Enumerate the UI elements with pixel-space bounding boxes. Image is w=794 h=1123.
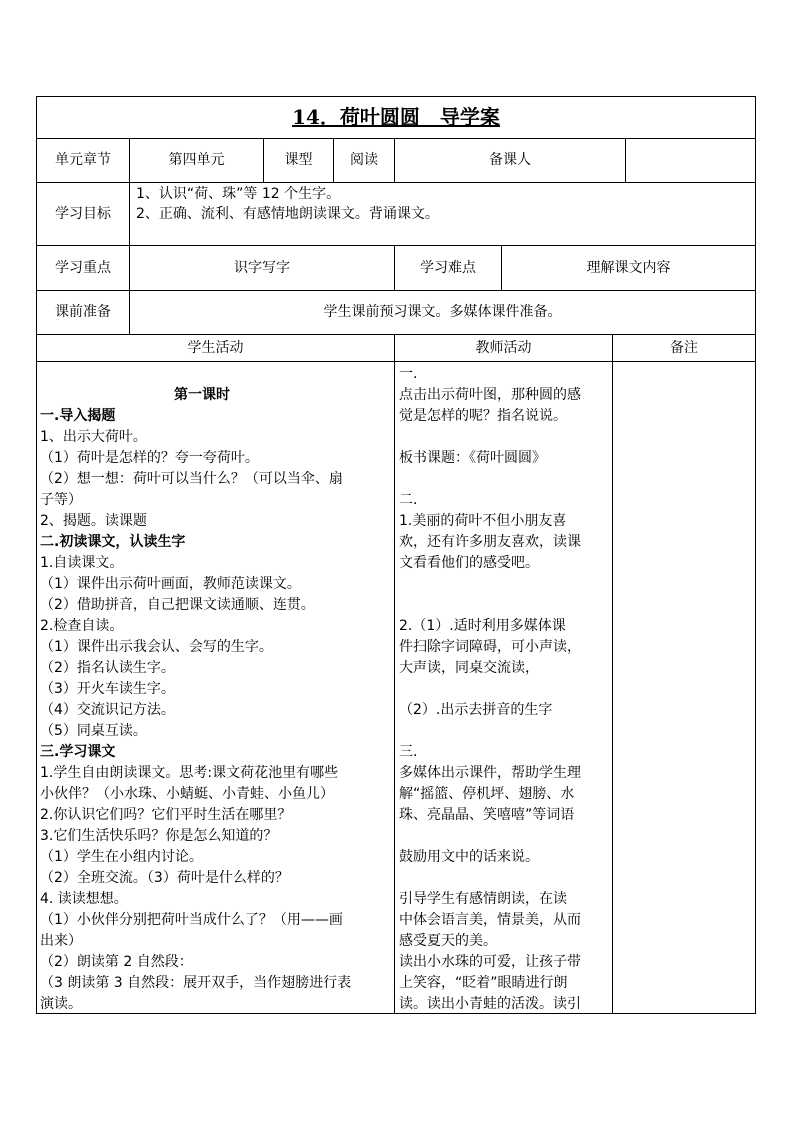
student-line: 3.它们生活快乐吗？你是怎么知道的？ bbox=[40, 828, 278, 844]
row-divider bbox=[36, 138, 756, 139]
student-line: （5）同桌互读。 bbox=[40, 723, 147, 739]
student-line: 小伙伴？（小水珠、小蜻蜓、小青蛙、小鱼儿） bbox=[40, 786, 334, 802]
notes-header: 备注 bbox=[670, 340, 698, 356]
teacher-line: 读。读出小青蛙的活泼。读引 bbox=[399, 996, 581, 1012]
student-line: 2.你认识它们吗？它们平时生活在哪里？ bbox=[40, 807, 292, 823]
teacher-activity-header: 教师活动 bbox=[475, 340, 532, 356]
student-line: （2）朗读第 2 自然段： bbox=[40, 954, 193, 970]
lesson-type-value: 阅读 bbox=[350, 152, 378, 168]
student-line: 2.检查自读。 bbox=[40, 618, 124, 634]
student-line: 出来） bbox=[40, 933, 82, 949]
teacher-line: 鼓励用文中的话来说。 bbox=[399, 849, 539, 865]
notes-area bbox=[616, 364, 752, 1004]
student-line: 2、揭题。读课题 bbox=[40, 513, 147, 529]
student-line: （2）全班交流。（3）荷叶是什么样的？ bbox=[40, 870, 289, 886]
teacher-line: 中体会语言美，情景美，从而 bbox=[399, 912, 581, 928]
student-line: （1）学生在小组内讨论。 bbox=[40, 849, 203, 865]
student-line: （3 朗读第 3 自然段：展开双手，当作翅膀进行表 bbox=[40, 975, 352, 991]
row-divider bbox=[36, 182, 756, 183]
teacher-line bbox=[399, 826, 611, 847]
goals-label: 学习目标 bbox=[55, 206, 111, 222]
teacher-line: 一. bbox=[399, 366, 418, 382]
prep-value: 学生课前预习课文。多媒体课件准备。 bbox=[323, 304, 562, 320]
teacher-line: 1.美丽的荷叶不但小朋友喜 bbox=[399, 513, 567, 529]
teacher-line bbox=[399, 427, 611, 448]
row-divider bbox=[36, 334, 756, 335]
teacher-line: 大声读，同桌交流读， bbox=[399, 660, 539, 676]
lesson-section-heading: 第一课时 bbox=[174, 387, 230, 403]
section-heading: 二.初读课文，认读生字 bbox=[40, 534, 186, 550]
teacher-line bbox=[399, 868, 611, 889]
student-line: （4）交流识记方法。 bbox=[40, 702, 175, 718]
goal-line: 1、认识“荷、珠”等 12 个生字。 bbox=[136, 186, 341, 202]
student-line: （1）课件出示我会认、会写的生字。 bbox=[40, 639, 273, 655]
key-point-value: 识字写字 bbox=[234, 260, 290, 276]
teacher-line: 解“摇篮、停机坪、翅膀、水 bbox=[399, 786, 575, 802]
teacher-line bbox=[399, 469, 611, 490]
teacher-line bbox=[399, 595, 611, 616]
student-line: （2）想一想：荷叶可以当什么？（可以当伞、扇 bbox=[40, 471, 343, 487]
teacher-line: 2.（1）.适时利用多媒体课 bbox=[399, 618, 566, 634]
student-line: （3）开火车读生字。 bbox=[40, 681, 175, 697]
difficult-point-value: 理解课文内容 bbox=[586, 260, 671, 276]
row-divider bbox=[36, 290, 756, 291]
teacher-line: 二. bbox=[399, 492, 418, 508]
student-line: （2）指名认读生字。 bbox=[40, 660, 175, 676]
teacher-line: 珠、亮晶晶、笑嘻嘻”等词语 bbox=[399, 807, 575, 823]
teacher-line: 感受夏天的美。 bbox=[399, 933, 497, 949]
student-line: 子等） bbox=[40, 492, 82, 508]
teacher-activity-text bbox=[399, 364, 611, 1015]
student-line bbox=[40, 364, 392, 385]
teacher-line: （2）.出示去拼音的生字 bbox=[399, 702, 553, 718]
student-line: 1.自读课文。 bbox=[40, 555, 124, 571]
teacher-line: 点击出示荷叶图，那种圆的感 bbox=[399, 387, 581, 403]
row-divider bbox=[36, 361, 756, 362]
student-activity-header: 学生活动 bbox=[187, 340, 244, 356]
teacher-line: 上笑容，“眨着”眼睛进行朗 bbox=[399, 975, 568, 991]
row-divider bbox=[36, 245, 756, 246]
student-line: （1）课件出示荷叶画面，教师范读课文。 bbox=[40, 576, 301, 592]
student-line: （2）借助拼音，自己把课文读通顺、连贯。 bbox=[40, 597, 315, 613]
teacher-line bbox=[399, 721, 611, 742]
student-line: 1.学生自由朗读课文。思考:课文荷花池里有哪些 bbox=[40, 765, 339, 781]
section-heading: 一.导入揭题 bbox=[40, 408, 116, 424]
column-divider bbox=[625, 138, 626, 182]
teacher-line: 三. bbox=[399, 744, 418, 760]
key-point-label: 学习重点 bbox=[55, 260, 111, 276]
goal-line: 2、正确、流利、有感情地朗读课文。背诵课文。 bbox=[136, 206, 439, 222]
student-line: 4. 读读想想。 bbox=[40, 891, 128, 907]
teacher-line bbox=[399, 679, 611, 700]
teacher-line: 件扫除字词障碍，可小声读， bbox=[399, 639, 581, 655]
student-line: 1、出示大荷叶。 bbox=[40, 429, 147, 445]
teacher-line: 文看看他们的感受吧。 bbox=[399, 555, 539, 571]
teacher-line: 引导学生有感情朗读，在读 bbox=[399, 891, 567, 907]
unit-label: 单元章节 bbox=[55, 152, 111, 168]
student-activity-text bbox=[40, 364, 392, 1015]
teacher-line: 读出小水珠的可爱，让孩子带 bbox=[399, 954, 581, 970]
student-line: （1）荷叶是怎样的？夸一夸荷叶。 bbox=[40, 450, 259, 466]
column-divider bbox=[612, 334, 613, 1014]
column-divider bbox=[394, 334, 395, 1014]
student-line: 演读。 bbox=[40, 996, 82, 1012]
section-heading: 三.学习课文 bbox=[40, 744, 116, 760]
lesson-type-label: 课型 bbox=[284, 152, 313, 168]
preparer-label: 备课人 bbox=[489, 152, 531, 168]
difficult-point-label: 学习难点 bbox=[420, 260, 476, 276]
teacher-line: 欢，还有许多朋友喜欢，读课 bbox=[399, 534, 581, 550]
teacher-line: 多媒体出示课件，帮助学生理 bbox=[399, 765, 581, 781]
teacher-line: 觉是怎样的呢？指名说说。 bbox=[399, 408, 567, 424]
student-line: （1）小伙伴分别把荷叶当成什么了？（用——画 bbox=[40, 912, 343, 928]
unit-value: 第四单元 bbox=[168, 152, 225, 168]
teacher-line bbox=[399, 574, 611, 595]
page-title: 14．荷叶圆圆 导学案 bbox=[292, 105, 500, 129]
prep-label: 课前准备 bbox=[55, 304, 111, 320]
teacher-line: 板书课题：《荷叶圆圆》 bbox=[399, 450, 546, 466]
